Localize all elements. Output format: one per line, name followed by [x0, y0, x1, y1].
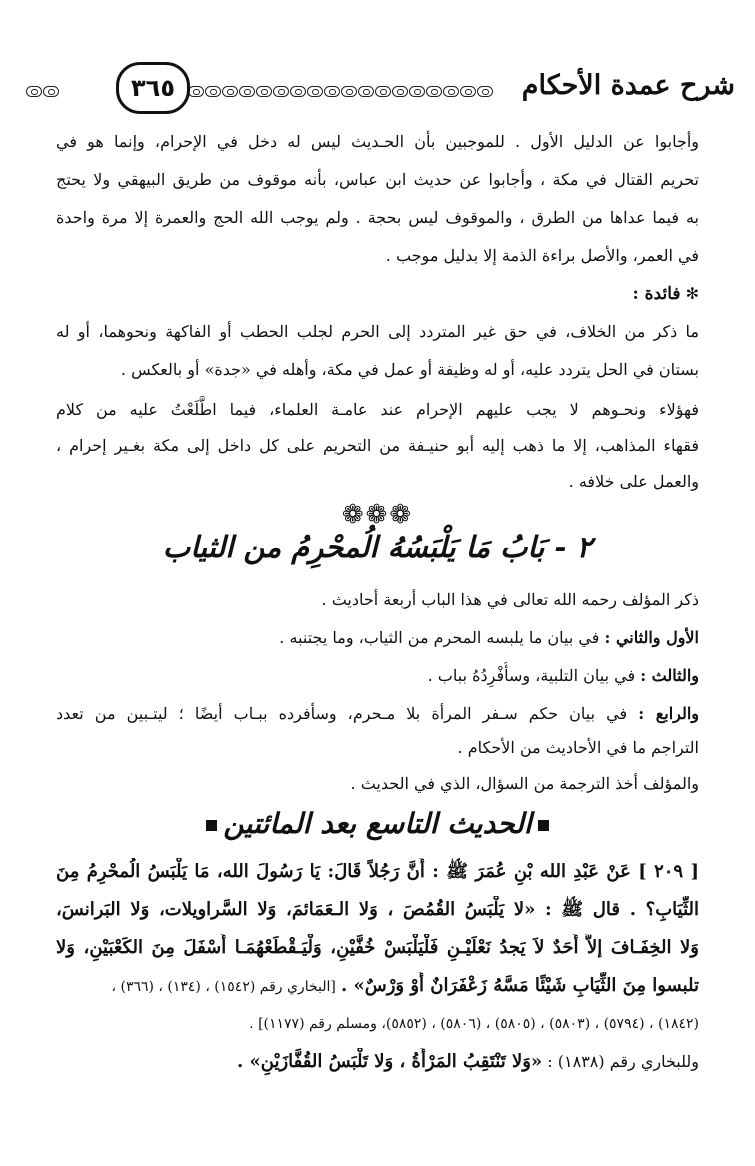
- intro-label: الأول والثاني :: [604, 628, 699, 647]
- section-divider-icon: ❁❁❁: [341, 500, 414, 530]
- hadith-line: وَلا الخِفَـافَ إلاَّ أَحَدٌ لاَ يَجدُ نَعْلَيْـنِ فَلْيَلْبَسْ خُفَّيْنِ، وَلْيَـقْطَعْهُمَـا أَسْفَلَ مِنَ الكَعْبَيْنِ، وَلا: [56, 937, 699, 958]
- square-bullet-icon: [206, 820, 217, 831]
- bukhari-intro: وللبخاري رقم (١٨٣٨) :: [547, 1052, 699, 1071]
- body-line: في العمر، والأصل براءة الذمة إلا بدليل موجب .: [385, 246, 699, 265]
- intro-label: والرابع :: [638, 704, 699, 723]
- bukhari-addition: [56, 1048, 699, 1076]
- note-heading-text: فائدة :: [632, 284, 681, 304]
- chapter-title: ٢ - بَابُ مَا يَلْبَسُهُ الُمحْرِمُ من الثياب: [162, 530, 593, 564]
- intro-line: ذكر المؤلف رحمه الله تعالى في هذا الباب أربعة أحاديث .: [321, 590, 699, 609]
- intro-line: التراجم ما في الأحاديث من الأحكام .: [457, 738, 699, 757]
- hadith-references: [البخاري رقم (١٥٤٢) ، (١٣٤) ، (٣٦٦) ،: [111, 979, 336, 995]
- page-header: [20, 62, 735, 122]
- hadith-heading: [60, 807, 695, 840]
- body-line: به فيما عداها من الطرق ، والموقوف ليس بحجة . ولم يوجب الله الحج والعمرة إلا مرة واحدة: [56, 208, 699, 227]
- note-heading: [56, 280, 699, 308]
- intro-first-second: [56, 624, 699, 652]
- intro-label: والثالث :: [640, 666, 699, 685]
- hadith-references: (١٨٤٢) ، (٥٧٩٤) ، (٥٨٠٣) ، (٥٨٠٥) ، (٥٨٠٦) ، (٥٨٥٢)، ومسلم رقم (١١٧٧)] .: [249, 1016, 699, 1032]
- intro-third: [56, 662, 699, 690]
- star-icon: ✻: [685, 284, 699, 303]
- bukhari-text: «وَلا تَنْتَقِبُ المَرْأَةُ ، وَلا تَلْبَسُ القُفَّازَيْنِ» .: [236, 1051, 543, 1072]
- book-title: شرح عمدة الأحكام: [521, 70, 735, 101]
- intro-fourth: [56, 700, 699, 728]
- body-line: والعمل على خلافه .: [568, 472, 699, 491]
- body-line: فهؤلاء ونحـوهم لا يجب عليهم الإحرام عند عامـة العلماء، فيما اطَّلَعْتُ عليه من كلام: [56, 400, 699, 419]
- header-ornament-icon: [188, 86, 493, 100]
- hadith-line: [ ٢٠٩ ] عَنْ عَبْدِ الله بْنِ عُمَرَ ﷺ : أَنَّ رَجُلاً قَالَ: يَا رَسُولَ الله، مَا يَلْبَسُ الُمحْرِمُ مِنَ: [56, 861, 699, 882]
- hadith-line: الثِّيَابِ؟ . قال ﷺ : «لا يَلْبَسُ القُمُصَ ، وَلا الـعَمَائمَ، وَلا السَّراويلات، وَلا البَرانسَ،: [56, 899, 699, 920]
- header-small-ornament-icon: [26, 86, 59, 100]
- body-line: فقهاء المذاهب، إلا ما ذهب إليه أبو حنيـفة من التحريم على كل داخل إلى مكة بغـير إحرام ،: [56, 436, 699, 455]
- hadith-text: تلبسوا مِنَ الثِّيَابِ شَيْئًا مَسَّهُ زَعْفَرَانٌ أَوْ وَرْسٌ» .: [340, 975, 699, 996]
- intro-text: في بيان التلبية، وسأُفْرِدُهُ بباب .: [427, 666, 636, 685]
- intro-text: في بيان حكم سـفر المرأة بلا مـحرم، وسأفرده ببـاب أيضًا ؛ ليتـبين من تعدد: [56, 704, 628, 723]
- intro-text: في بيان ما يلبسه المحرم من الثياب، وما يجتنبه .: [279, 628, 600, 647]
- body-line: ما ذكر من الخلاف، في حق غير المتردد إلى الحرم لجلب الحطب أو الفاكهة ونحوهما، أو له: [56, 322, 699, 341]
- hadith-line-with-refs: [56, 972, 699, 1001]
- square-bullet-icon: [538, 820, 549, 831]
- body-line: وأجابوا عن الدليل الأول . للموجبين بأن الحـديث ليس له دخل في الإحرام، وإنما هو في: [56, 132, 699, 151]
- page-number: ٣٦٥: [116, 62, 190, 114]
- body-line: تحريم القتال في مكة ، وأجابوا عن حديث ابن عباس، بأنه موقوف من طريق البيهقي ولا يحتج: [56, 170, 699, 189]
- intro-line: والمؤلف أخذ الترجمة من السؤال، الذي في الحديث .: [350, 774, 699, 793]
- hadith-heading-text: الحديث التاسع بعد المائتين: [223, 807, 532, 840]
- body-line: بستان في الحل يتردد عليه، أو له وظيفة أو عمل في مكة، وأهله في «جدة» أو بالعكس .: [120, 360, 699, 379]
